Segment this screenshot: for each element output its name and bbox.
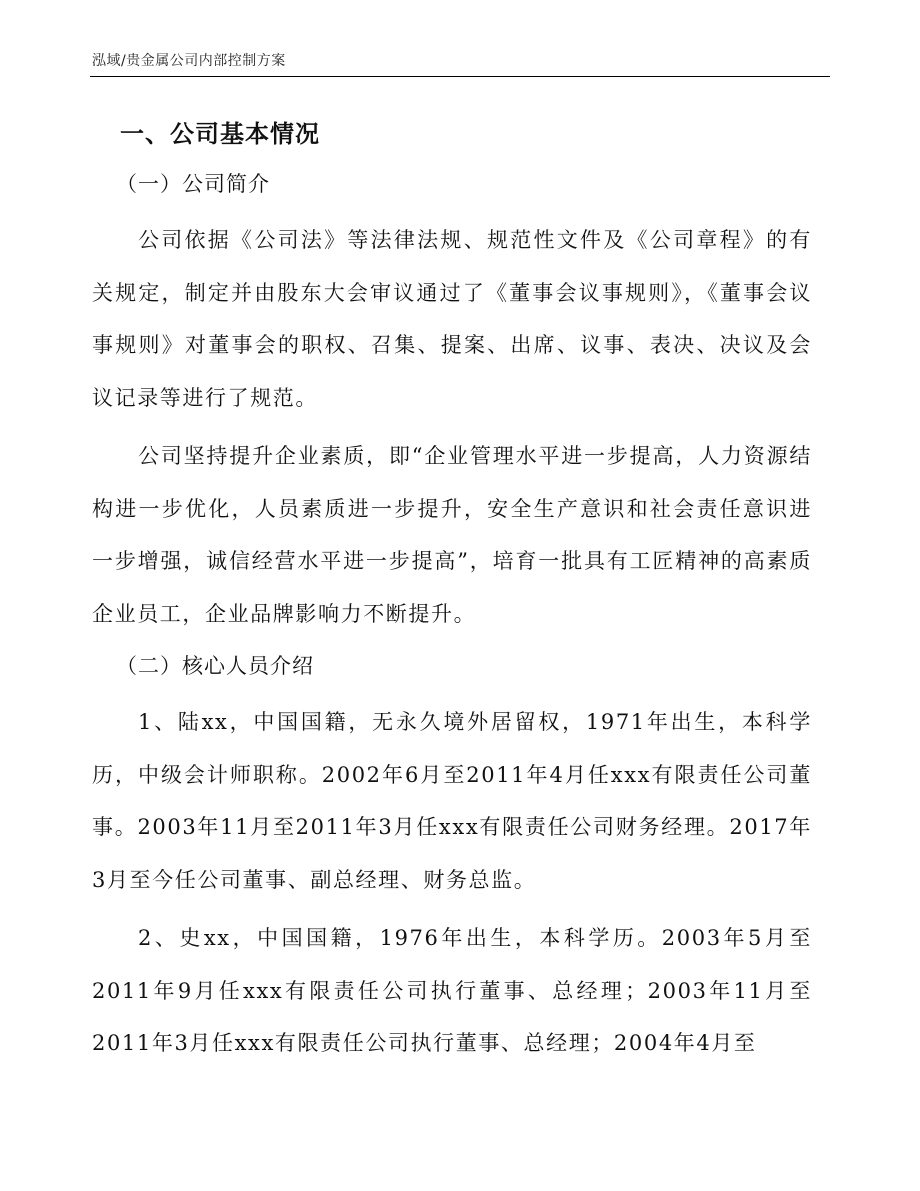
- section-heading-company-overview: 一、公司基本情况: [120, 120, 320, 148]
- document-body: [92, 110, 812, 1070]
- paragraph-person-2: 2、史xx，中国国籍，1976年出生，本科学历。2003年5月至2011年9月任xxx有限责任公司执行董事、总经理；2003年11月至2011年3月任xxx有限责任公司执行董事、总经理；2004年4月至: [92, 926, 812, 1055]
- paragraph-person-1: 1、陆xx，中国国籍，无永久境外居留权，1971年出生，本科学历，中级会计师职称。2002年6月至2011年4月任xxx有限责任公司董事。2003年11月至2011年3月任xxx有限责任公司财务经理。2017年3月至今任公司董事、副总经理、财务总监。: [92, 710, 812, 892]
- subsection-heading-core-personnel: （二）核心人员介绍: [116, 654, 314, 678]
- running-header: 泓域/贵金属公司内部控制方案: [92, 53, 286, 69]
- paragraph-enterprise-quality: 公司坚持提升企业素质，即“企业管理水平进一步提高，人力资源结构进一步优化，人员素质进一步提升，安全生产意识和社会责任意识进一步增强，诚信经营水平进一步提高”，培育一批具有工匠精神的高素质企业员工，企业品牌影响力不断提升。: [92, 444, 812, 626]
- subsection-heading-company-profile: （一）公司简介: [116, 172, 270, 196]
- header-divider: [90, 76, 830, 77]
- paragraph-board-rules: 公司依据《公司法》等法律法规、规范性文件及《公司章程》的有关规定，制定并由股东大会审议通过了《董事会议事规则》，《董事会议事规则》对董事会的职权、召集、提案、出席、议事、表决、决议及会议记录等进行了规范。: [92, 228, 812, 410]
